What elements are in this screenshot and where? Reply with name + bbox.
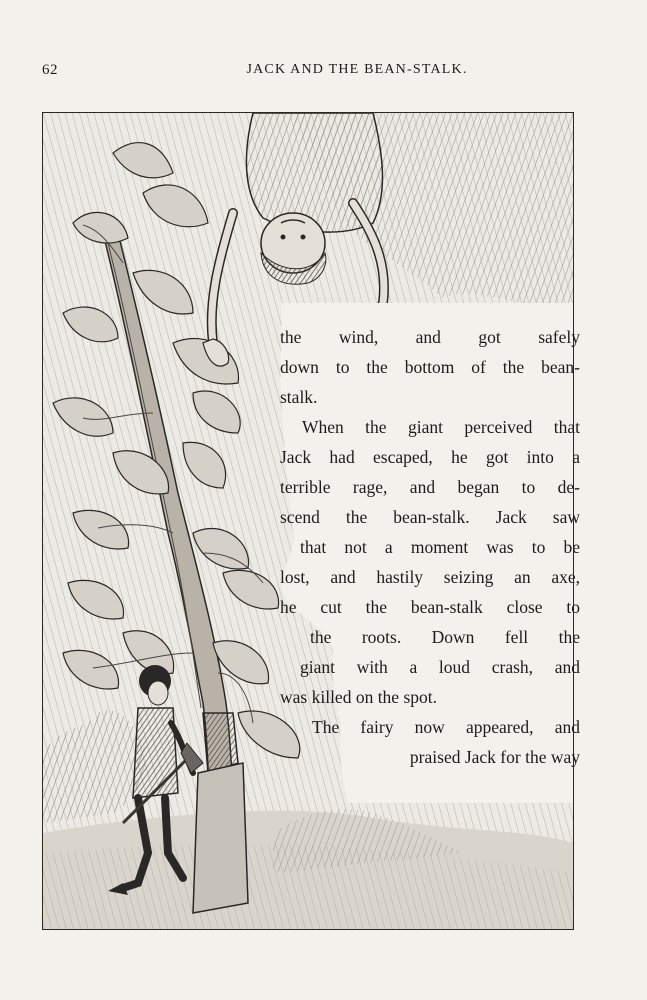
cut-stump [203, 713, 238, 773]
text-line: down to the bottom of the bean- [280, 357, 580, 377]
stump-base [193, 763, 248, 913]
text-line: he cut the bean-stalk close to [280, 597, 580, 617]
text-line: the wind, and got safely [280, 327, 580, 347]
story-text [280, 322, 580, 772]
text-line: Jack had escaped, he got into a [280, 447, 580, 467]
text-line: When the giant perceived that [302, 417, 580, 437]
running-title: JACK AND THE BEAN-STALK. [246, 62, 468, 77]
text-line: scend the bean-stalk. Jack saw [280, 507, 580, 527]
text-line: lost, and hastily seizing an axe, [280, 567, 580, 587]
page-number: 62 [42, 62, 58, 78]
text-line: terrible rage, and began to de- [280, 477, 580, 497]
page-header [42, 62, 582, 84]
text-line: was killed on the spot. [280, 687, 437, 707]
text-line: that not a moment was to be [300, 537, 580, 557]
text-line: The fairy now appeared, and [312, 717, 580, 737]
text-line: praised Jack for the way [409, 747, 580, 767]
text-line: the roots. Down fell the [310, 627, 580, 647]
text-line: stalk. [280, 387, 318, 407]
text-line: giant with a loud crash, and [300, 657, 580, 677]
